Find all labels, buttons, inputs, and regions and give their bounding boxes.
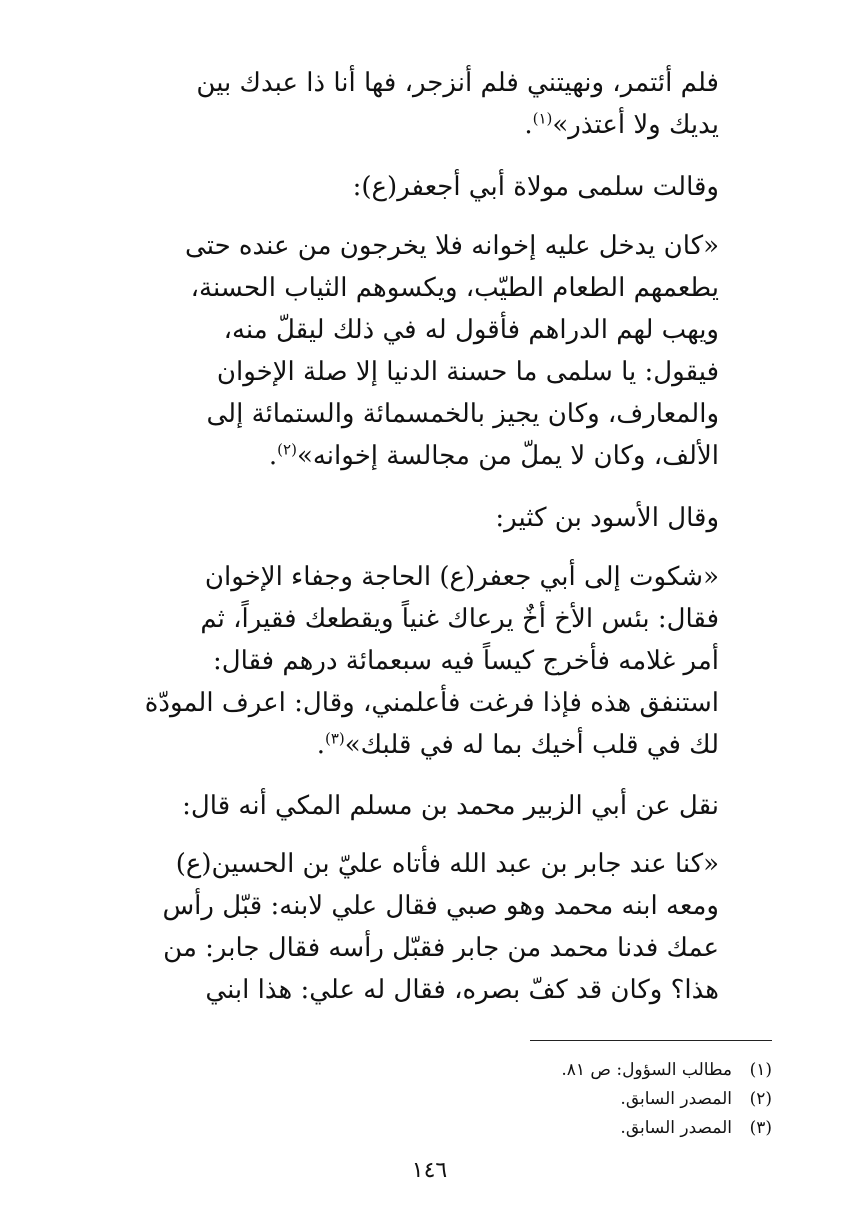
text-line: أمر غلامه فأخرج كيساً فيه سبعمائة درهم فقال: <box>212 646 719 676</box>
footnote-number: (٣) <box>749 1118 772 1138</box>
quote-paragraph <box>79 843 719 1011</box>
quote-paragraph <box>79 556 719 766</box>
footnote-ref: (٢) <box>277 440 297 459</box>
sentence-end: . <box>316 730 325 760</box>
footnote-ref: (٣) <box>324 729 345 748</box>
footnote-text: المصدر السابق. <box>620 1089 732 1109</box>
text-line <box>79 724 719 766</box>
footnote-number: (٢) <box>749 1089 772 1109</box>
text-line: «كان يدخل عليه إخوانه فلا يخرجون من عنده حتى <box>185 231 719 261</box>
footnote-item <box>561 1114 772 1143</box>
text-line: ومعه ابنه محمد وهو صبي فقال علي لابنه: قبّل رأس <box>162 891 719 921</box>
text-line: عمك فدنا محمد من جابر فقبّل رأسه فقال جابر: من <box>163 933 719 963</box>
sentence-end: . <box>524 110 533 140</box>
footnotes <box>561 1056 772 1143</box>
footnote-ref: (١) <box>532 109 553 128</box>
footnote-text: مطالب السؤول: ص ٨١. <box>561 1060 732 1080</box>
text-line: يطعمهم الطعام الطيّب، ويكسوهم الثياب الحسنة، <box>190 273 719 303</box>
text-line: ويهب لهم الدراهم فأقول له في ذلك ليقلّ منه، <box>223 315 719 345</box>
narration-intro: نقل عن أبي الزبير محمد بن مسلم المكي أنه قال: <box>182 791 719 821</box>
footnote-item <box>561 1056 772 1085</box>
text-line <box>79 104 719 146</box>
page-number: ١٤٦ <box>411 1158 448 1183</box>
quote-paragraph <box>79 225 719 477</box>
text-line: فلم أئتمر، ونهيتني فلم أنزجر، فها أنا ذا عبدك بين <box>196 68 719 98</box>
text-line: فيقول: يا سلمى ما حسنة الدنيا إلا صلة الإخوان <box>216 357 719 387</box>
text-line: هذا؟ وكان قد كفّ بصره، فقال له علي: هذا ابني <box>205 975 719 1005</box>
text-line <box>79 435 719 477</box>
text-line-text: الألف، وكان لا يملّ من مجالسة إخوانه» <box>296 441 719 471</box>
narration-intro: وقال الأسود بن كثير: <box>495 503 719 533</box>
footnote-divider <box>530 1040 772 1041</box>
narration-intro: وقالت سلمى مولاة أبي أجعفر(ع): <box>352 172 719 202</box>
text-line-text: يديك ولا أعتذر» <box>552 110 719 140</box>
footnote-item <box>561 1085 772 1114</box>
text-line: استنفق هذه فإذا فرغت فأعلمني، وقال: اعرف المودّة <box>144 688 719 718</box>
footnote-text: المصدر السابق. <box>620 1118 732 1138</box>
text-line: فقال: بئس الأخ أخٌ يرعاك غنياً ويقطعك فقيراً، ثم <box>200 604 719 634</box>
footnote-number: (١) <box>749 1060 772 1080</box>
sentence-end: . <box>268 441 278 471</box>
text-line: «كنا عند جابر بن عبد الله فأتاه عليّ بن الحسين(ع) <box>175 849 719 879</box>
text-line: والمعارف، وكان يجيز بالخمسمائة والستمائة إلى <box>206 399 719 429</box>
quote-continuation <box>79 62 719 146</box>
text-line: «شكوت إلى أبي جعفر(ع) الحاجة وجفاء الإخوان <box>204 562 719 592</box>
text-line-text: لك في قلب أخيك بما له في قلبك» <box>344 730 719 760</box>
